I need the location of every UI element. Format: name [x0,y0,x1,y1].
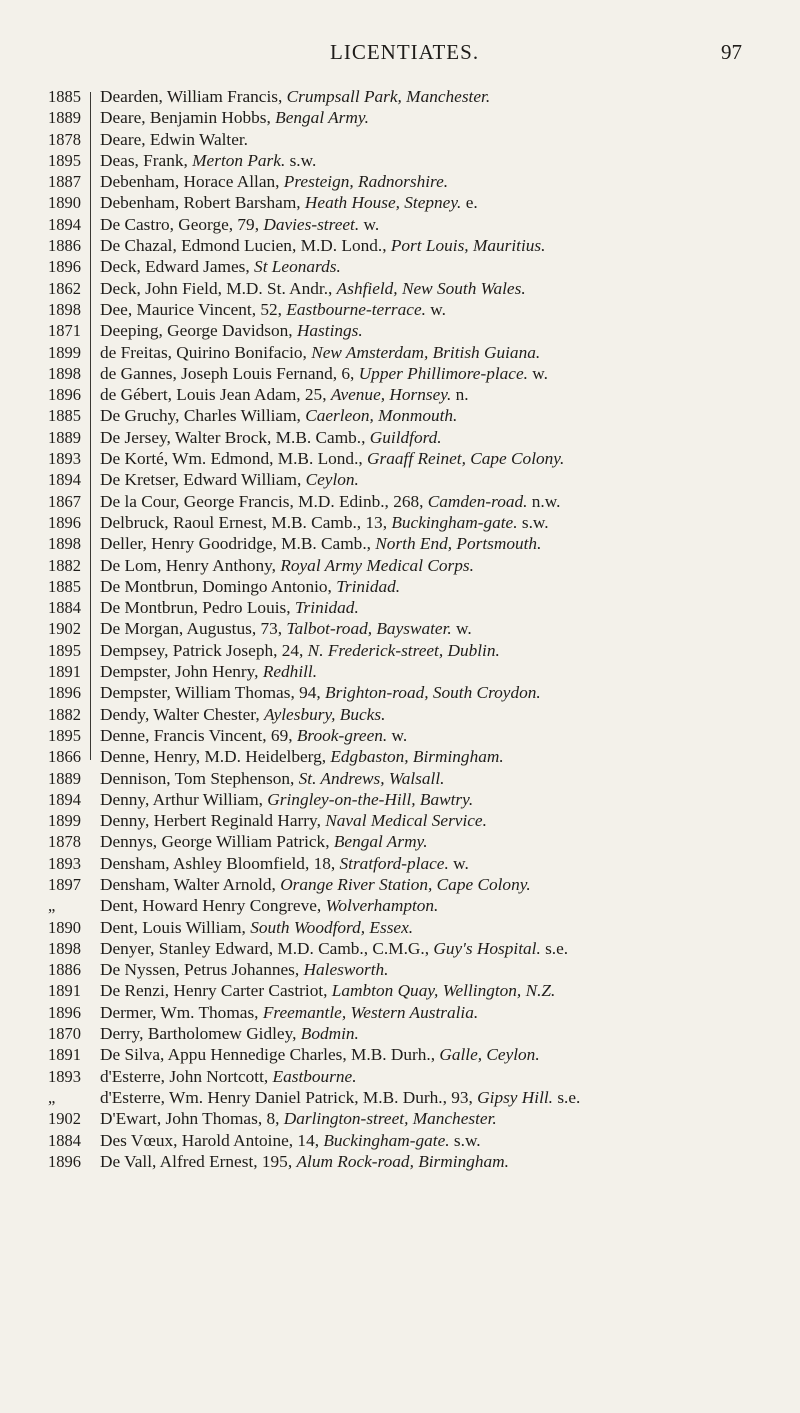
entry-address: Galle, Ceylon. [439,1045,540,1065]
entry-address: St Leonards. [254,257,341,277]
entry-address: Lambton Quay, Wellington, N.Z. [331,981,556,1001]
entry-year: 1885 [48,87,81,106]
entry-year: 1871 [48,321,81,341]
entry-text [100,938,790,959]
entry-name: De Montbrun, Pedro Louis, [100,598,295,618]
list-item [0,1151,800,1172]
entry-name: Dee, Maurice Vincent, 52, [100,299,287,319]
entry-year: 1884 [48,1130,81,1150]
entry-text [100,86,790,107]
list-item [0,618,800,639]
entry-text [100,448,790,469]
entry-district: w. [359,214,380,234]
entry-year: 1896 [48,512,81,532]
entry-text [100,405,790,426]
list-item [0,831,800,852]
entry-text [100,874,790,895]
list-item [0,427,800,448]
entry-name: Deare, Edwin Walter. [100,129,249,149]
entry-name: d'Esterre, Wm. Henry Daniel Patrick, M.B. Durh., 93, [100,1087,478,1107]
list-item [0,469,800,490]
list-item [0,576,800,597]
entry-year: 1882 [48,704,81,724]
entry-year: 1867 [48,491,81,511]
entry-year: 1889 [48,108,81,128]
entry-year: 1886 [48,960,81,980]
list-item [0,299,800,320]
entry-text [100,1066,790,1087]
entry-text [100,150,790,171]
entry-address: Buckingham-gate. [323,1130,450,1150]
entry-name: Delbruck, Raoul Ernest, M.B. Camb., 13, [100,512,392,532]
entry-text [100,235,790,256]
entry-text [100,618,790,639]
list-item [0,853,800,874]
entry-text [100,533,790,554]
entry-year: 1878 [48,129,81,149]
entry-address: Gipsy Hill. [477,1087,553,1107]
entry-address: Halesworth. [303,960,389,980]
entry-year: 1878 [48,832,81,852]
entry-district: s.e. [540,938,569,958]
entry-address: Port Louis, Mauritius. [390,236,546,256]
entry-text [100,469,790,490]
entry-year: „ [48,1087,56,1107]
page-number: 97 [721,40,742,64]
entry-text [100,256,790,277]
entry-year: 1898 [48,299,81,319]
list-item [0,1130,800,1151]
entry-address: Camden-road. [427,491,528,511]
entry-year: 1862 [48,278,81,298]
list-item [0,980,800,1001]
entry-address: Buckingham-gate. [391,512,518,532]
entry-district: w. [387,725,408,745]
entry-address: Alum Rock-road, Birmingham. [296,1151,509,1171]
list-item [0,874,800,895]
entry-name: de Freitas, Quirino Bonifacio, [100,342,312,362]
entry-address: Gringley-on-the-Hill, Bawtry. [267,789,474,809]
entry-year: 1885 [48,576,81,596]
page-header [0,40,800,70]
entry-year: 1894 [48,789,81,809]
entry-year: 1896 [48,1002,81,1022]
entry-year: 1882 [48,555,81,575]
entry-year: 1885 [48,406,81,426]
entry-year: 1898 [48,938,81,958]
entry-address: South Woodford, Essex. [250,917,414,937]
list-item [0,86,800,107]
entry-name: Debenham, Horace Allan, [100,172,284,192]
list-item [0,1066,800,1087]
entry-name: Dent, Howard Henry Congreve, [100,896,326,916]
entry-address: Upper Phillimore-place. [358,363,528,383]
entry-name: De Castro, George, 79, [100,214,264,234]
entry-year: „ [48,896,56,916]
entry-name: Dennison, Tom Stephenson, [100,768,299,788]
entry-name: Deeping, George Davidson, [100,321,297,341]
entry-name: d'Esterre, John Nortcott, [100,1066,273,1086]
entry-name: Densham, Ashley Bloomfield, 18, [100,853,340,873]
entry-year: 1889 [48,427,81,447]
list-item [0,405,800,426]
entry-address: New Amsterdam, British Guiana. [311,342,541,362]
entry-year: 1890 [48,917,81,937]
entry-text [100,491,790,512]
list-item [0,810,800,831]
entry-name: De Jersey, Walter Brock, M.B. Camb., [100,427,370,447]
entry-district: w. [451,619,472,639]
entry-name: Deck, John Field, M.D. St. Andr., [100,278,337,298]
list-item [0,895,800,916]
entry-address: North End, Portsmouth. [375,534,542,554]
entry-name: De Kretser, Edward William, [100,470,306,490]
entry-address: Guy's Hospital. [433,938,541,958]
list-item [0,959,800,980]
entry-name: Dent, Louis William, [100,917,251,937]
entry-address: Wolverhampton. [325,896,439,916]
entry-name: Debenham, Robert Barsham, [100,193,305,213]
entry-name: De Morgan, Augustus, 73, [100,619,287,639]
entry-district: w. [448,853,469,873]
entry-year: 1902 [48,1109,81,1129]
entry-text [100,1108,790,1129]
entry-text [100,384,790,405]
entry-year: 1887 [48,172,81,192]
entry-name: Dendy, Walter Chester, [100,704,264,724]
entry-name: Dempster, William Thomas, 94, [100,683,326,703]
licentiate-list [0,86,800,1172]
entry-address: Bengal Army. [333,832,428,852]
list-item [0,1023,800,1044]
entry-name: Denne, Henry, M.D. Heidelberg, [100,747,331,767]
list-item [0,533,800,554]
entry-text [100,746,790,767]
entry-year: 1893 [48,1066,81,1086]
entry-district: s.e. [553,1087,581,1107]
entry-year: 1893 [48,449,81,469]
entry-text [100,895,790,916]
entry-district: w. [527,363,548,383]
entry-text [100,980,790,1001]
entry-year: 1884 [48,598,81,618]
entry-text [100,704,790,725]
entry-address: St. Andrews, Walsall. [298,768,445,788]
entry-name: Deck, Edward James, [100,257,255,277]
entry-address: Davies-street. [263,214,360,234]
entry-text [100,555,790,576]
list-item [0,938,800,959]
entry-address: Presteign, Radnorshire. [283,172,449,192]
entry-name: Dermer, Wm. Thomas, [100,1002,263,1022]
list-item [0,661,800,682]
entry-text [100,427,790,448]
list-item [0,917,800,938]
list-item [0,555,800,576]
entry-address: Avenue, Hornsey. [330,385,452,405]
entry-text [100,917,790,938]
entry-name: Denne, Francis Vincent, 69, [100,725,297,745]
entry-name: De Vall, Alfred Ernest, 195, [100,1151,297,1171]
entry-name: Deare, Benjamin Hobbs, [100,108,276,128]
entry-year: 1898 [48,363,81,383]
entry-address: Ceylon. [305,470,359,490]
list-item [0,789,800,810]
entry-year: 1896 [48,257,81,277]
list-item [0,363,800,384]
entry-year: 1894 [48,214,81,234]
entry-year: 1896 [48,1151,81,1171]
entry-text [100,1130,790,1151]
entry-text [100,1002,790,1023]
entry-name: Dempsey, Patrick Joseph, 24, [100,640,308,660]
list-item [0,1044,800,1065]
list-item [0,746,800,767]
entry-address: Royal Army Medical Corps. [280,555,474,575]
entry-address: Talbot-road, Bayswater. [286,619,452,639]
list-item [0,320,800,341]
entry-address: Trinidad. [336,576,401,596]
entry-name: Dempster, John Henry, [100,662,263,682]
entry-text [100,768,790,789]
entry-name: De Chazal, Edmond Lucien, M.D. Lond., [100,236,391,256]
entry-address: Freemantle, Western Australia. [262,1002,479,1022]
entry-name: Dearden, William Francis, [100,87,287,106]
entry-address: Eastbourne-terrace. [286,299,426,319]
entry-address: Merton Park. [192,150,286,170]
entry-address: Edgbaston, Birmingham. [330,747,504,767]
entry-name: De Renzi, Henry Carter Castriot, [100,981,332,1001]
entry-address: N. Frederick-street, Dublin. [307,640,500,660]
entry-address: Redhill. [262,662,318,682]
entry-text [100,171,790,192]
entry-year: 1897 [48,874,81,894]
entry-address: Stratford-place. [339,853,449,873]
entry-year: 1902 [48,619,81,639]
entry-text [100,725,790,746]
entry-name: de Gannes, Joseph Louis Fernand, 6, [100,363,359,383]
entry-text [100,853,790,874]
entry-year: 1866 [48,747,81,767]
entry-text [100,831,790,852]
entry-name: Deller, Henry Goodridge, M.B. Camb., [100,534,376,554]
entry-name: Denyer, Stanley Edward, M.D. Camb., C.M.G., [100,938,434,958]
entry-name: De Montbrun, Domingo Antonio, [100,576,337,596]
entry-district: s.w. [285,150,317,170]
entry-address: Trinidad. [294,598,359,618]
entry-address: Caerleon, Monmouth. [305,406,458,426]
list-item [0,491,800,512]
entry-text [100,661,790,682]
entry-text [100,1023,790,1044]
list-item [0,192,800,213]
entry-text [100,299,790,320]
list-item [0,235,800,256]
entry-name: Denny, Herbert Reginald Harry, [100,811,326,831]
entry-text [100,192,790,213]
entry-address: Crumpsall Park, Manchester. [286,87,491,106]
entry-name: De Silva, Appu Hennedige Charles, M.B. Durh., [100,1045,440,1065]
entry-name: D'Ewart, John Thomas, 8, [100,1109,284,1129]
entry-year: 1896 [48,683,81,703]
entry-year: 1894 [48,470,81,490]
entry-year: 1870 [48,1024,81,1044]
list-item [0,384,800,405]
entry-name: De Gruchy, Charles William, [100,406,306,426]
entry-text [100,342,790,363]
entry-text [100,576,790,597]
entry-text [100,278,790,299]
entry-year: 1899 [48,811,81,831]
list-item [0,725,800,746]
list-item [0,597,800,618]
running-title: LICENTIATES. [330,40,480,64]
entry-district: n.w. [527,491,561,511]
list-item [0,342,800,363]
entry-name: Des Vœux, Harold Antoine, 14, [100,1130,324,1150]
entry-address: Aylesbury, Bucks. [263,704,386,724]
entry-address: Bodmin. [300,1024,359,1044]
entry-text [100,1044,790,1065]
entry-address: Brook-green. [296,725,388,745]
entry-address: Hastings. [296,321,363,341]
entry-text [100,640,790,661]
list-item [0,129,800,150]
entry-text [100,320,790,341]
list-item [0,768,800,789]
entry-address: Brighton-road, South Croydon. [325,683,541,703]
entry-address: Eastbourne. [272,1066,357,1086]
entry-name: Derry, Bartholomew Gidley, [100,1024,301,1044]
entry-name: Deas, Frank, [100,150,193,170]
entry-address: Darlington-street, Manchester. [283,1109,497,1129]
entry-year: 1895 [48,640,81,660]
list-item [0,256,800,277]
list-item [0,107,800,128]
entry-year: 1895 [48,725,81,745]
list-item [0,682,800,703]
entry-year: 1891 [48,662,81,682]
entry-district: n. [451,385,469,405]
entry-text [100,107,790,128]
entry-address: Graaff Reinet, Cape Colony. [367,449,565,469]
list-item [0,171,800,192]
entry-district: e. [461,193,478,213]
entry-text [100,597,790,618]
list-item [0,448,800,469]
entry-name: Densham, Walter Arnold, [100,874,281,894]
list-item [0,704,800,725]
entry-text [100,512,790,533]
entry-address: Guildford. [369,427,442,447]
list-item [0,1087,800,1108]
list-item [0,1108,800,1129]
entry-year: 1891 [48,1045,81,1065]
entry-text [100,810,790,831]
entry-name: De la Cour, George Francis, M.D. Edinb., 268, [100,491,428,511]
entry-text [100,682,790,703]
entry-address: Heath House, Stepney. [304,193,462,213]
entry-name: De Lom, Henry Anthony, [100,555,281,575]
entry-year: 1898 [48,534,81,554]
entry-text [100,959,790,980]
list-item [0,278,800,299]
entry-year: 1896 [48,385,81,405]
entry-address: Orange River Station, Cape Colony. [280,874,531,894]
entry-text [100,214,790,235]
list-item [0,1002,800,1023]
list-item [0,640,800,661]
entry-name: Denny, Arthur William, [100,789,268,809]
entry-district: s.w. [517,512,549,532]
entry-district: w. [425,299,446,319]
entry-name: Dennys, George William Patrick, [100,832,334,852]
entry-text [100,1151,790,1172]
entry-name: De Korté, Wm. Edmond, M.B. Lond., [100,449,368,469]
entry-text [100,129,790,150]
entry-name: de Gébert, Louis Jean Adam, 25, [100,385,331,405]
entry-year: 1889 [48,768,81,788]
entry-address: Bengal Army. [275,108,369,128]
list-item [0,150,800,171]
entry-address: Ashfield, New South Wales. [336,278,526,298]
list-item [0,512,800,533]
entry-year: 1899 [48,342,81,362]
entry-address: Naval Medical Service. [325,811,487,831]
entry-year: 1893 [48,853,81,873]
entry-text [100,789,790,810]
entry-year: 1891 [48,981,81,1001]
entry-name: De Nyssen, Petrus Johannes, [100,960,304,980]
entry-district: s.w. [449,1130,481,1150]
entry-year: 1890 [48,193,81,213]
list-item [0,214,800,235]
entry-year: 1886 [48,236,81,256]
entry-text [100,1087,790,1108]
entry-year: 1895 [48,150,81,170]
entry-text [100,363,790,384]
